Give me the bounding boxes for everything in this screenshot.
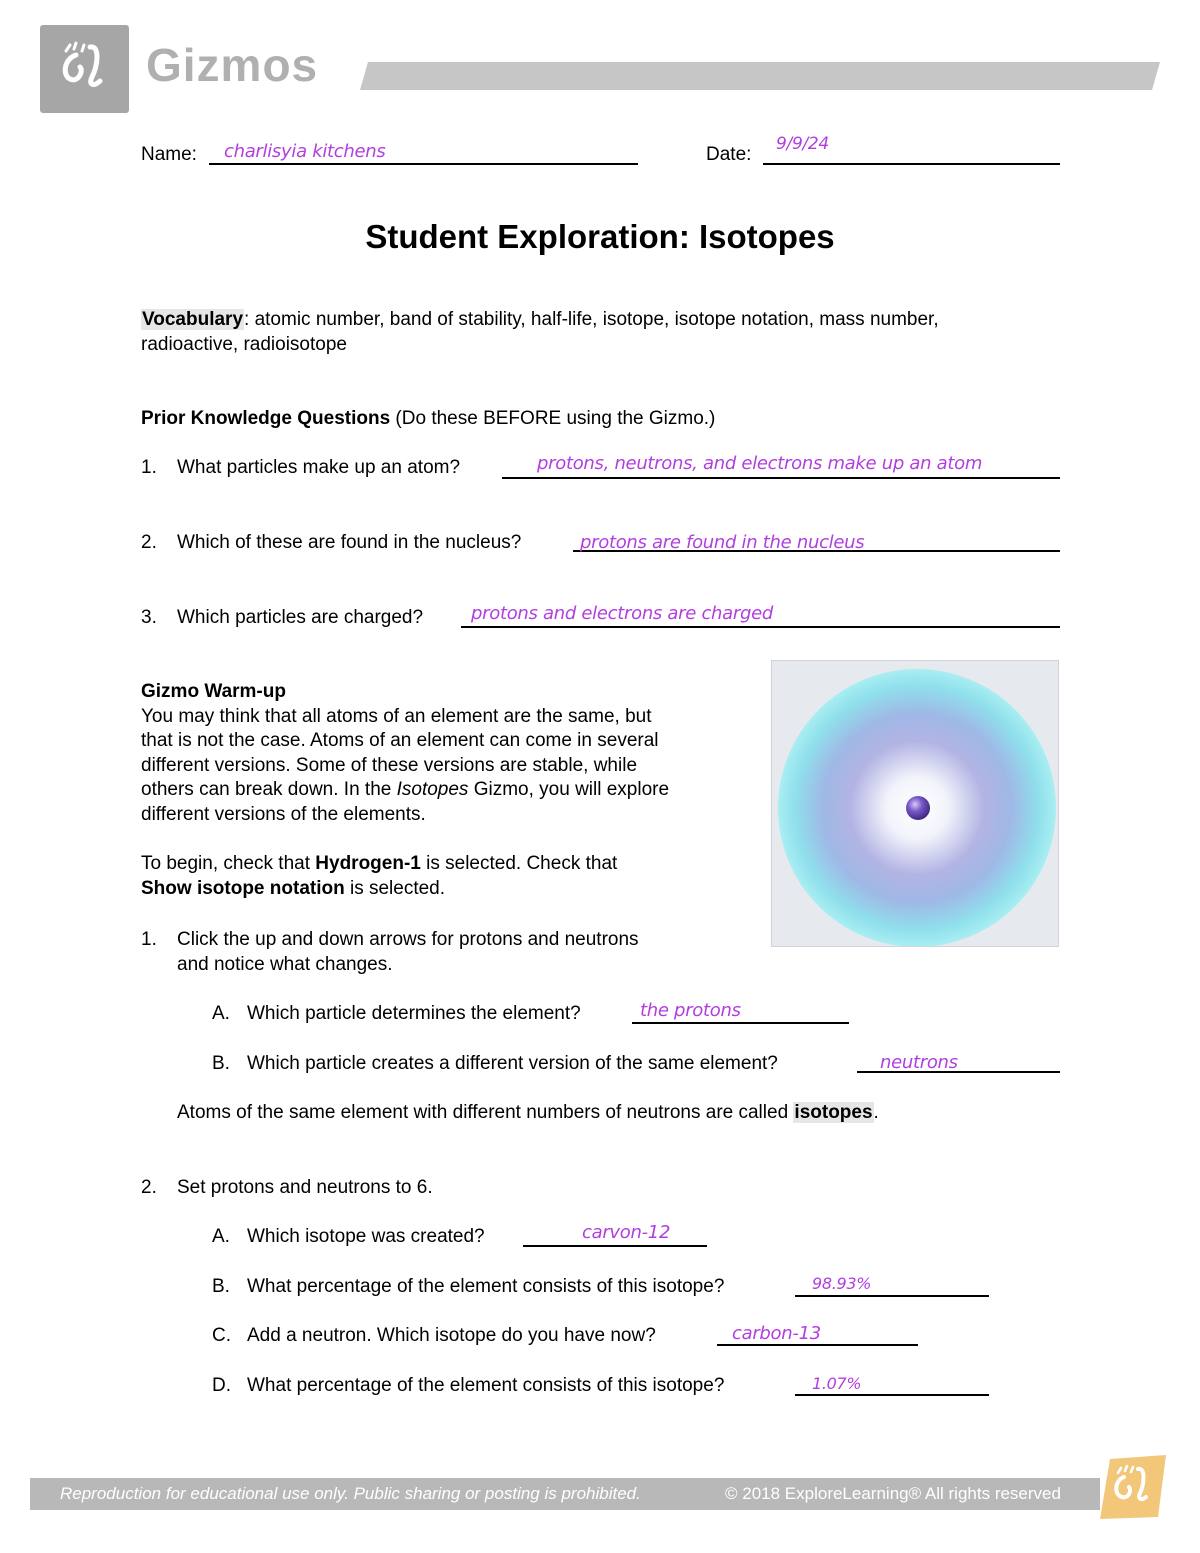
date-label: Date: (706, 144, 752, 165)
warmup-line-4a: others can break down. In the (141, 779, 397, 800)
isotope-definition (177, 1101, 879, 1126)
prior-heading-note: (Do these BEFORE using the Gizmo.) (390, 408, 716, 429)
warmup-heading: Gizmo Warm-up (141, 681, 286, 702)
footer-notice: Reproduction for educational use only. Public sharing or posting is prohibited. (60, 1484, 641, 1503)
warmup-q1-line1: Click the up and down arrows for protons and neutrons (177, 929, 639, 950)
prior-heading-bold: Prior Knowledge Questions (141, 408, 391, 429)
q2c-letter: C. (212, 1325, 231, 1346)
name-underline (209, 163, 638, 165)
isotope-definition-text: Atoms of the same element with different numbers of neutrons are called (177, 1102, 794, 1123)
begin-show-notation: Show isotope notation (141, 877, 345, 899)
warmup-line-1: You may think that all atoms of an element are the same, but (141, 705, 652, 727)
prior-q1-underline (502, 477, 1060, 479)
isotope-term: isotopes (794, 1102, 873, 1123)
q2d-letter: D. (212, 1375, 231, 1396)
prior-q2-text: Which of these are found in the nucleus? (177, 532, 522, 553)
q2c-underline (717, 1344, 918, 1346)
warmup-line-4b: Gizmo, you will explore (468, 779, 670, 800)
prior-q3-number: 3. (141, 607, 157, 628)
q2c-text: Add a neutron. Which isotope do you have now? (247, 1325, 656, 1346)
prior-q3-answer[interactable]: protons and electrons are charged (471, 603, 774, 624)
isotope-definition-period: . (873, 1102, 879, 1123)
q2b-underline (795, 1295, 989, 1297)
vocabulary-terms-continued: radioactive, radioisotope (141, 333, 347, 355)
q2d-text: What percentage of the element consists of this isotope? (247, 1375, 725, 1396)
begin-hydrogen: Hydrogen-1 (315, 853, 421, 874)
q1b-letter: B. (212, 1053, 230, 1074)
q2d-answer[interactable]: 1.07% (812, 1374, 862, 1393)
q1a-underline (632, 1022, 849, 1024)
footer-copyright: © 2018 ExploreLearning® All rights reserved (725, 1484, 1061, 1503)
header-bar (360, 62, 1160, 90)
begin-text-d: is selected. (344, 877, 446, 899)
q2b-letter: B. (212, 1276, 230, 1297)
prior-q3-text: Which particles are charged? (177, 607, 424, 628)
prior-q2-answer[interactable]: protons are found in the nucleus (580, 532, 865, 553)
q2a-underline (523, 1245, 707, 1247)
q1a-letter: A. (212, 1003, 230, 1024)
vocabulary (141, 308, 1081, 357)
brand-logo (40, 25, 129, 113)
date-field[interactable]: 9/9/24 (776, 134, 829, 154)
warmup-q2-text: Set protons and neutrons to 6. (177, 1177, 433, 1198)
prior-q3-underline (461, 626, 1060, 628)
q2d-underline (795, 1394, 989, 1396)
prior-q1-text: What particles make up an atom? (177, 457, 461, 478)
q2a-letter: A. (212, 1226, 230, 1247)
warmup-q1-number: 1. (141, 929, 157, 950)
page-title: Student Exploration: Isotopes (365, 218, 835, 255)
warmup-line-5: different versions of the elements. (141, 803, 426, 825)
prior-q1-answer[interactable]: protons, neutrons, and electrons make up an atom (537, 453, 983, 474)
hydrogen-atom-illustration (772, 661, 1058, 946)
q1b-text: Which particle creates a different version of the same element? (247, 1053, 778, 1074)
q1a-text: Which particle determines the element? (247, 1003, 581, 1024)
prior-knowledge-heading (141, 407, 715, 432)
vocabulary-label: Vocabulary (142, 309, 244, 330)
explorelearning-el-icon (54, 41, 116, 97)
prior-q2-number: 2. (141, 532, 157, 553)
q1b-answer[interactable]: neutrons (880, 1052, 958, 1073)
atom-illustration (771, 660, 1059, 947)
name-field[interactable]: charlisyia kitchens (224, 141, 386, 162)
begin-text-c: is selected. Check that (420, 853, 618, 874)
q2b-answer[interactable]: 98.93% (812, 1274, 872, 1293)
q2c-answer[interactable]: carbon-13 (732, 1323, 821, 1344)
warmup-line-3: different versions. Some of these versions are stable, while (141, 754, 638, 776)
q2b-text: What percentage of the element consists of this isotope? (247, 1276, 725, 1297)
warmup-gizmo-name: Isotopes (396, 779, 469, 800)
warmup-q1-line2: and notice what changes. (177, 953, 393, 975)
date-underline (763, 163, 1060, 165)
explorelearning-footer-icon (1096, 1453, 1168, 1521)
warmup-line-2: that is not the case. Atoms of an element can come in several (141, 730, 659, 751)
prior-q1-number: 1. (141, 457, 157, 478)
warmup-section (141, 680, 751, 827)
warmup-instructions (141, 852, 751, 901)
warmup-q1-text (177, 928, 737, 977)
vocabulary-terms: : atomic number, band of stability, half-life, isotope, isotope notation, mass number, (244, 309, 939, 330)
q2a-text: Which isotope was created? (247, 1226, 485, 1247)
begin-text-a: To begin, check that (141, 853, 316, 874)
brand-name: Gizmos (146, 39, 319, 91)
q2a-answer[interactable]: carvon-12 (582, 1222, 671, 1243)
warmup-q2-number: 2. (141, 1177, 157, 1198)
q1a-answer[interactable]: the protons (640, 1000, 741, 1021)
name-label: Name: (141, 144, 197, 165)
